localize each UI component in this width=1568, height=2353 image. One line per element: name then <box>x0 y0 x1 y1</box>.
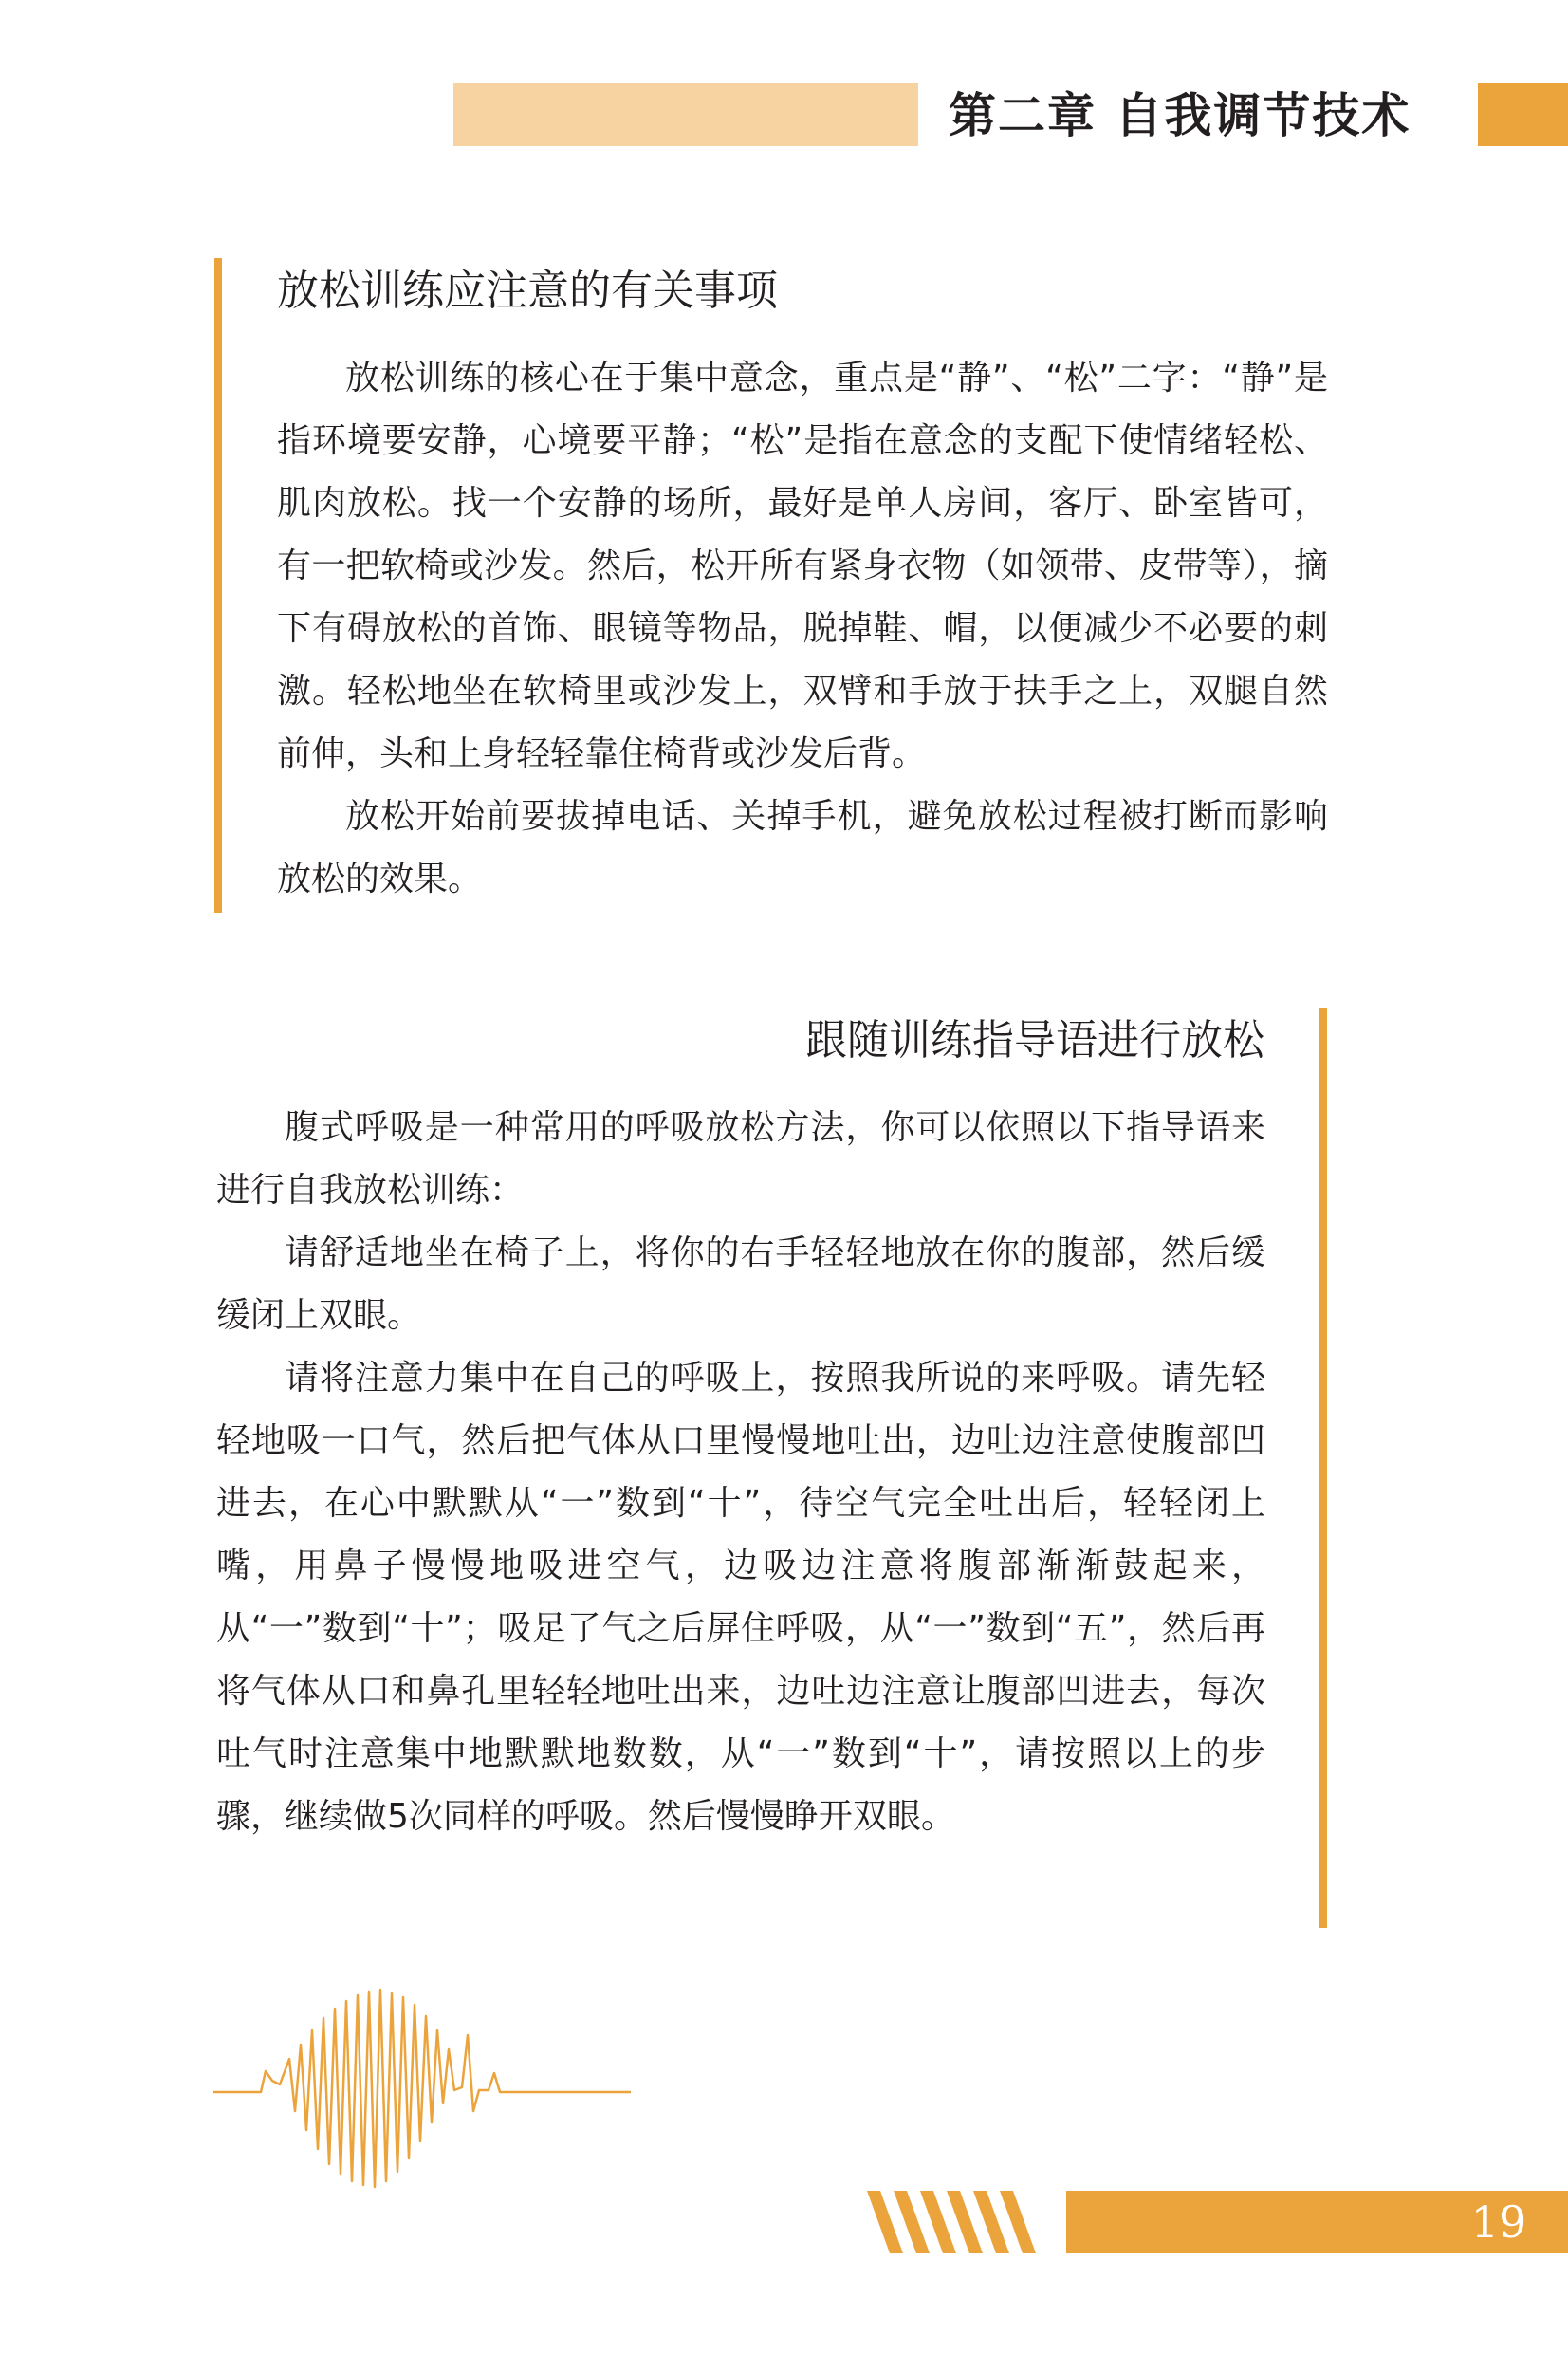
heartbeat-wave-icon <box>213 1978 631 2215</box>
section-2-paragraph: 请舒适地坐在椅子上，将你的右手轻轻地放在你的腹部，然后缓缓闭上双眼。 <box>216 1233 1265 1335</box>
header-bar-accent <box>1478 83 1568 146</box>
section-2-accent-bar <box>1319 1008 1327 1928</box>
section-2-paragraph: 请将注意力集中在自己的呼吸上，按照我所说的来呼吸。请先轻轻地吸一口气，然后把气体从口里慢慢地吐出，边吐边注意使腹部凹进去，在心中默默从“一”数到“十”，待空气完全吐出后，轻轻闭上嘴，用鼻子慢慢地吸进空气，边吸边注意将腹部渐渐鼓起来，从“一”数到“十”；吸足了气之后屏住呼吸，从“一”数到“五”，然后再将气体从口和鼻孔里轻轻地吐出来，边吐边注意让腹部凹进去，每次吐气时注意集中地默默地数数，从“一”数到“十”，请按照以上的步骤，继续做5次同样的呼吸。然后慢慢睁开双眼。 <box>216 1359 1265 1836</box>
section-1-paragraph: 放松训练的核心在于集中意念，重点是“静”、“松”二字：“静”是指环境要安静，心境要平静；“松”是指在意念的支配下使情绪轻松、肌肉放松。找一个安静的场所，最好是单人房间，客厅、卧室皆可，有一把软椅或沙发。然后，松开所有紧身衣物（如领带、皮带等），摘下有碍放松的首饰、眼镜等物品，脱掉鞋、帽，以便减少不必要的刺激。轻松地坐在软椅里或沙发上，双臂和手放于扶手之上，双腿自然前伸，头和上身轻轻靠住椅背或沙发后背。 <box>277 359 1328 773</box>
page-number: 19 <box>1470 2196 1527 2248</box>
section-2-body <box>216 1097 1265 1848</box>
section-1-heading: 放松训练应注意的有关事项 <box>277 267 778 315</box>
section-2-paragraph: 腹式呼吸是一种常用的呼吸放松方法，你可以依照以下指导语来进行自我放松训练： <box>216 1108 1265 1210</box>
section-1-body <box>277 347 1328 911</box>
header-bar-light <box>453 83 918 146</box>
section-2-heading: 跟随训练指导语进行放松 <box>805 1016 1264 1065</box>
section-1-paragraph: 放松开始前要拔掉电话、关掉手机，避免放松过程被打断而影响放松的效果。 <box>277 797 1328 899</box>
chapter-title: 第二章 自我调节技术 <box>949 88 1411 143</box>
section-1-accent-bar <box>214 258 222 913</box>
